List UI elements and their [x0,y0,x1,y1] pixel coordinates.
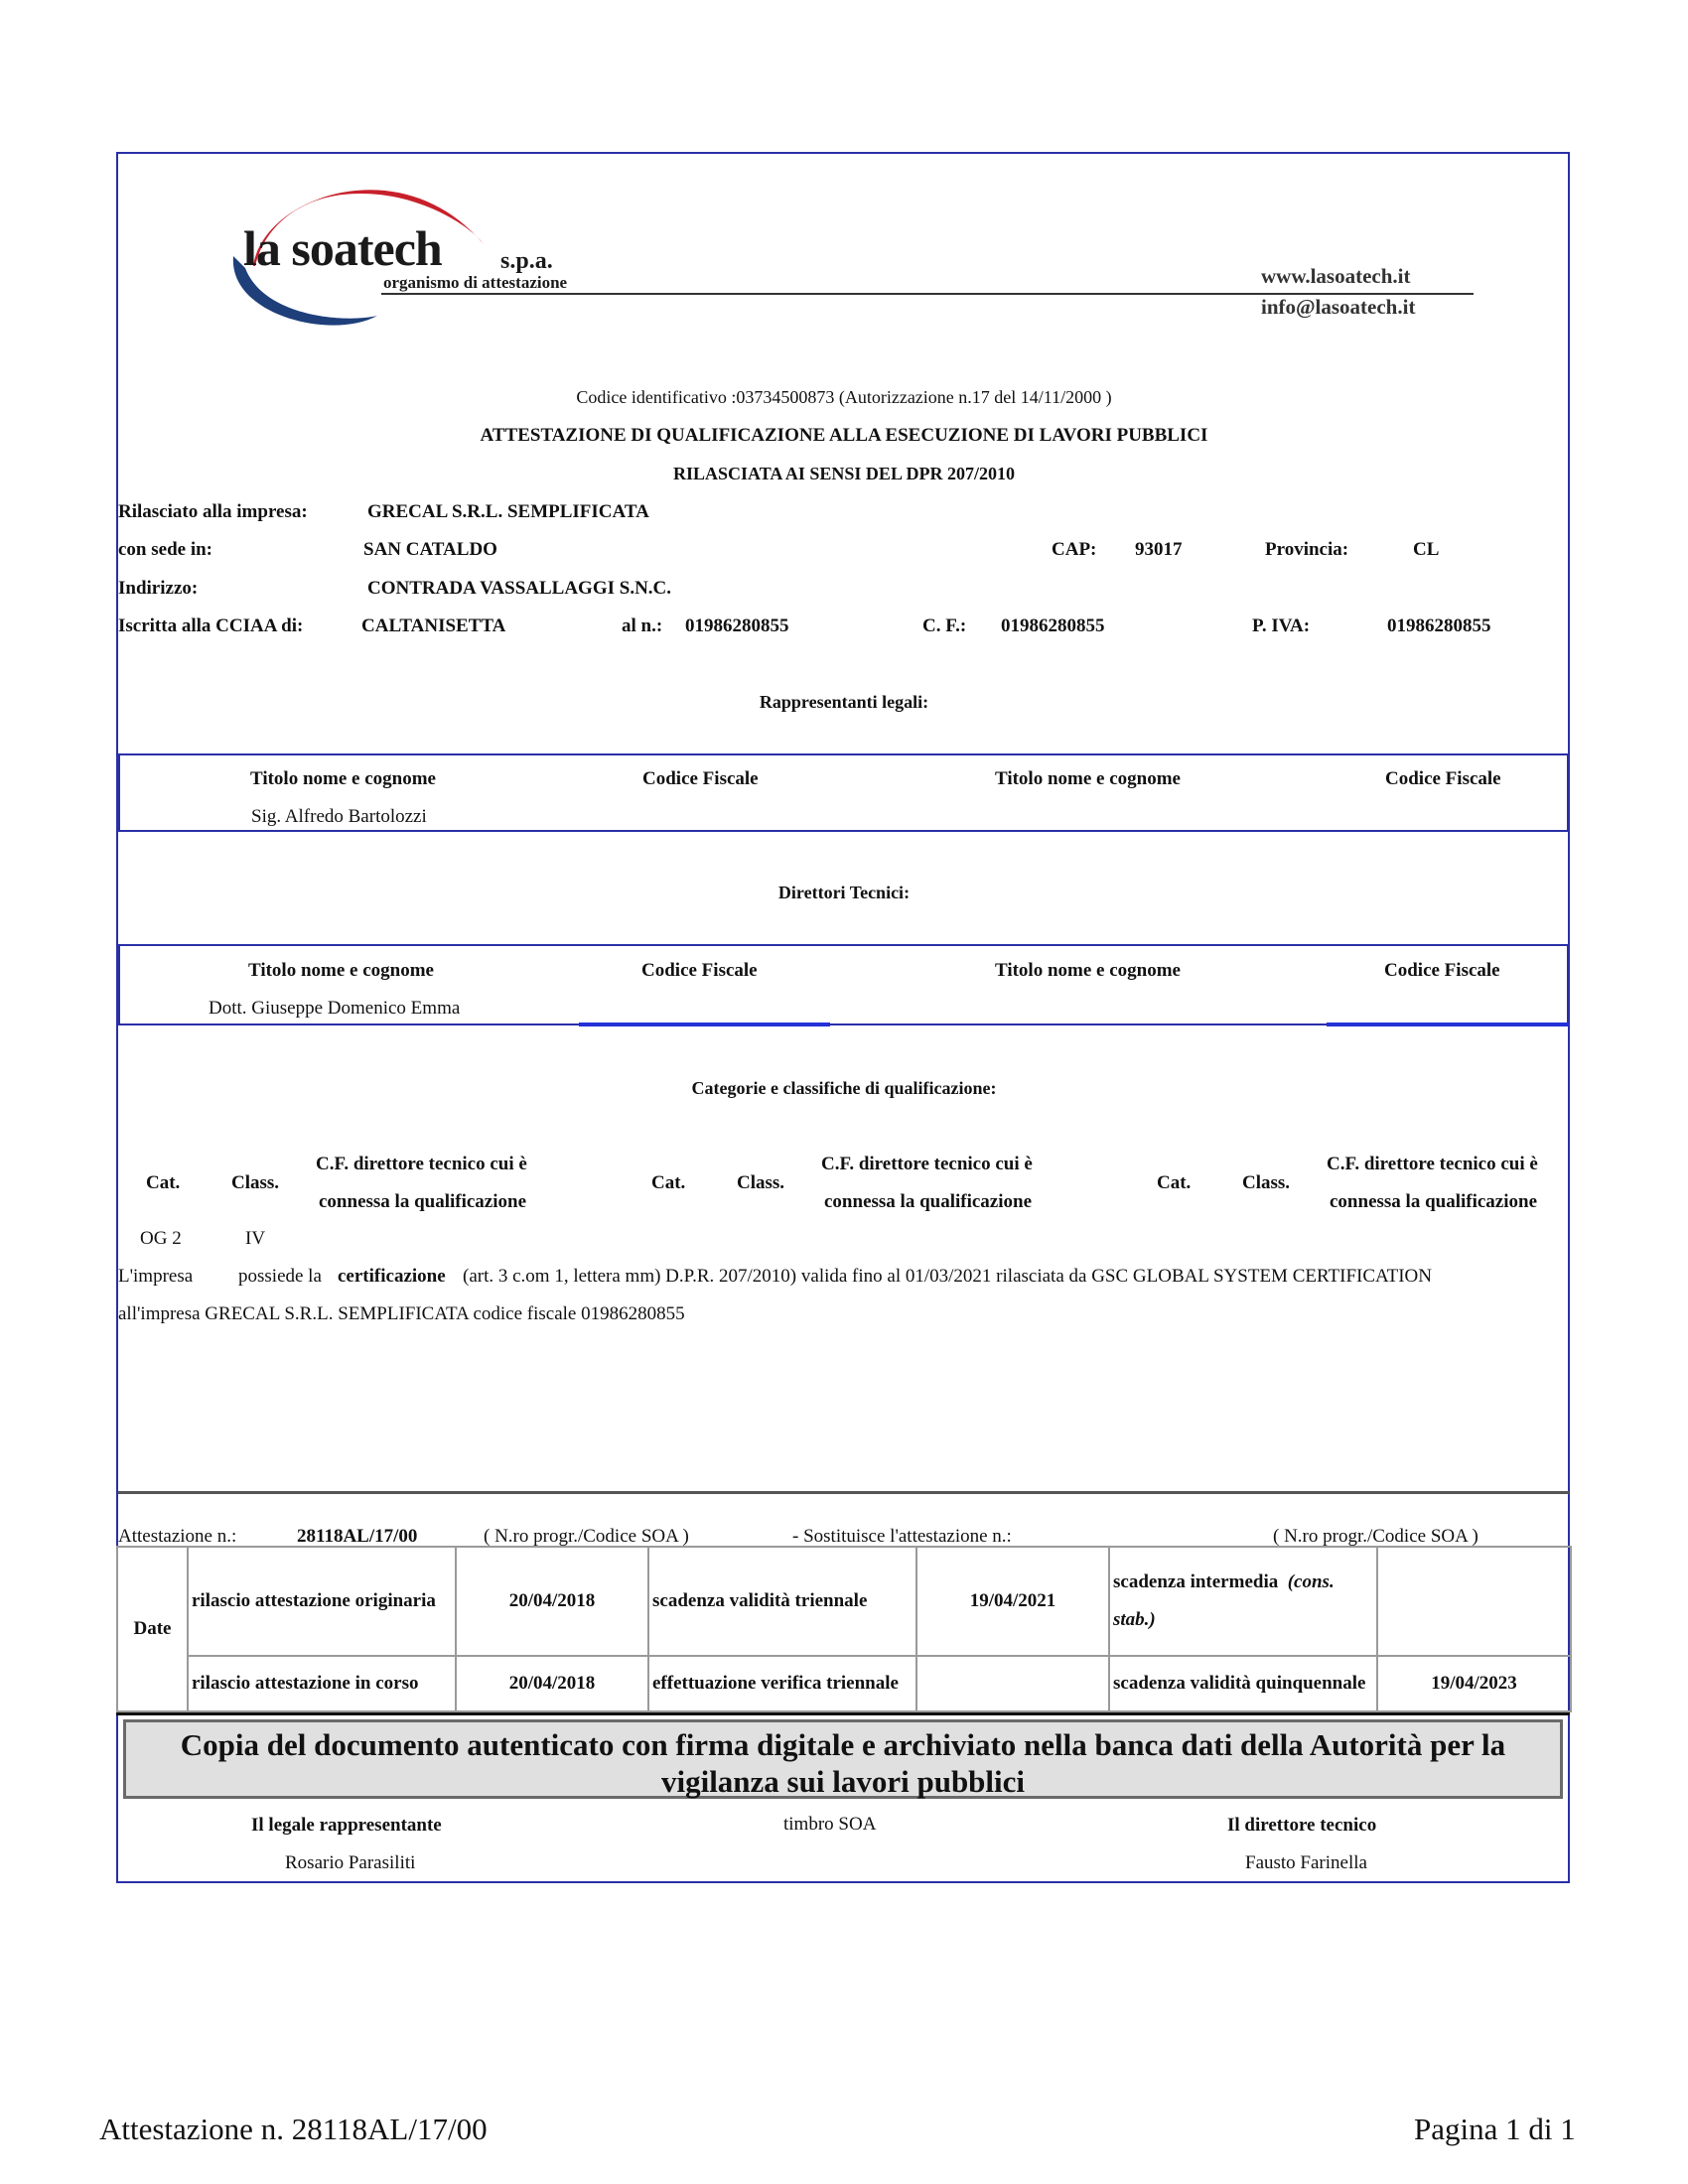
dates-row [117,1547,1571,1656]
doc-subtitle: RILASCIATA AI SENSI DEL DPR 207/2010 [673,464,1015,483]
tech-col-cf: Codice Fiscale [641,960,758,981]
issued-label: Rilasciato alla impresa: [118,501,308,522]
logo-email: info@lasoatech.it [1261,295,1416,319]
verification-date [916,1656,1109,1711]
attestation-label: Attestazione n.: [118,1526,237,1547]
orig-issue-date: 20/04/2018 [456,1547,648,1656]
triennial-expiry-date: 19/04/2021 [916,1547,1109,1656]
logo-brand: la soatech [243,220,442,276]
doc-title: ATTESTAZIONE DI QUALIFICAZIONE ALLA ESECUZIONE DI LAVORI PUBBLICI [480,425,1208,446]
categories-heading: Categorie e classifiche di qualificazione: [691,1078,997,1098]
logo-tagline: organismo di attestazione [383,273,568,292]
cat-col-1: Cat. [146,1172,181,1193]
legal-col-name-2: Titolo nome e cognome [995,768,1181,789]
legal-col-name: Titolo nome e cognome [250,768,436,789]
tech-col-name: Titolo nome e cognome [248,960,434,981]
stamp-label: timbro SOA [783,1814,877,1835]
address-value: CONTRADA VASSALLAGGI S.N.C. [367,578,672,599]
cf-value: 01986280855 [1001,615,1105,636]
address-label: Indirizzo: [118,578,199,599]
cf-col-1-line1: C.F. direttore tecnico cui è [316,1154,527,1174]
current-issue-date: 20/04/2018 [456,1656,648,1711]
legal-col-cf-2: Codice Fiscale [1385,768,1501,789]
section-divider [118,1491,1569,1494]
category-value: OG 2 [140,1228,182,1249]
class-col-3: Class. [1242,1172,1291,1193]
tech-director-entry: Dott. Giuseppe Domenico Emma [209,998,461,1019]
cert-line2: all'impresa GRECAL S.R.L. SEMPLIFICATA codice fiscale 01986280855 [118,1303,685,1324]
dates-table [116,1546,1572,1712]
province-label: Provincia: [1265,539,1349,560]
intermediate-cell [1109,1547,1377,1656]
cap-label: CAP: [1052,539,1097,560]
class-col-2: Class. [737,1172,785,1193]
intermediate-label: scadenza intermedia [1113,1570,1279,1592]
tech-col-name-2: Titolo nome e cognome [995,960,1181,981]
cat-col-2: Cat. [651,1172,686,1193]
footer-page-number: Pagina 1 di 1 [1414,2112,1576,2146]
cert-line1-d: (art. 3 c.om 1, lettera mm) D.P.R. 207/2010) valida fino al 01/03/2021 rilasciata da GSC GLOBAL SYSTEM CERTIFICATION [463,1266,1433,1287]
cat-col-3: Cat. [1157,1172,1192,1193]
cf-underline [579,1023,830,1026]
vat-value: 01986280855 [1387,615,1491,636]
province-value: CL [1413,539,1440,560]
seat-label: con sede in: [118,539,212,560]
dates-row [117,1656,1571,1711]
five-year-date: 19/04/2023 [1377,1656,1571,1711]
replaces-label: - Sostituisce l'attestazione n.: [792,1526,1012,1547]
cap-value: 93017 [1135,539,1183,560]
legal-rep-label: Il legale rappresentante [251,1815,442,1836]
cert-line1-b: possiede la [238,1266,322,1287]
intermediate-date [1377,1547,1571,1656]
cf-label: C. F.: [922,615,967,636]
class-value: IV [245,1228,266,1249]
authentication-banner: Copia del documento autenticato con firma digitale e archiviato nella banca dati della Autorità per la vigilanza sui lavori pubblici [123,1719,1563,1799]
tech-directors-heading: Direttori Tecnici: [777,883,911,902]
five-year-label: scadenza validità quinquennale [1109,1656,1377,1711]
legal-rep-name: Rosario Parasiliti [285,1852,416,1873]
legal-col-cf: Codice Fiscale [642,768,759,789]
tech-col-cf-2: Codice Fiscale [1384,960,1500,981]
logo-website: www.lasoatech.it [1261,264,1411,288]
attestation-number: 28118AL/17/00 [297,1526,418,1547]
cf-col-2-line1: C.F. direttore tecnico cui è [821,1154,1033,1174]
triennial-expiry-label: scadenza validità triennale [648,1547,916,1656]
orig-issue-label: rilascio attestazione originaria [188,1547,456,1656]
cf-col-3-line2: connessa la qualificazione [1330,1191,1538,1212]
ccia-label: Iscritta alla CCIAA di: [118,615,304,636]
cf-col-2-line2: connessa la qualificazione [824,1191,1033,1212]
attestation-note-2: ( N.ro progr./Codice SOA ) [1273,1526,1478,1547]
vat-label: P. IVA: [1252,615,1311,636]
cf-underline-2 [1327,1023,1569,1026]
intermediate-note: (cons. stab.) [1113,1570,1335,1630]
number-value: 01986280855 [685,615,789,636]
cf-col-3-line1: C.F. direttore tecnico cui è [1327,1154,1538,1174]
director-label: Il direttore tecnico [1227,1815,1377,1836]
code-line: Codice identificativo :03734500873 (Autorizzazione n.17 del 14/11/2000 ) [576,387,1112,407]
ccia-value: CALTANISETTA [361,615,506,636]
class-col-1: Class. [231,1172,280,1193]
legal-reps-heading: Rappresentanti legali: [759,692,929,712]
cert-line1-c: certificazione [338,1266,446,1287]
cert-line1-a: L'impresa [118,1266,194,1287]
attestation-note-1: ( N.ro progr./Codice SOA ) [484,1526,689,1547]
legal-rep-entry: Sig. Alfredo Bartolozzi [251,806,427,827]
verification-label: effettuazione verifica triennale [648,1656,916,1711]
current-issue-label: rilascio attestazione in corso [188,1656,456,1711]
footer-attestation: Attestazione n. 28118AL/17/00 [99,2112,488,2146]
dates-label: Date [117,1547,188,1711]
number-label: al n.: [622,615,663,636]
logo-suffix: s.p.a. [500,248,553,274]
cf-col-1-line2: connessa la qualificazione [319,1191,527,1212]
company-name: GRECAL S.R.L. SEMPLIFICATA [367,501,649,522]
director-name: Fausto Farinella [1245,1852,1367,1873]
seat-value: SAN CATALDO [363,539,497,560]
table-bottom-rule [116,1712,1570,1715]
